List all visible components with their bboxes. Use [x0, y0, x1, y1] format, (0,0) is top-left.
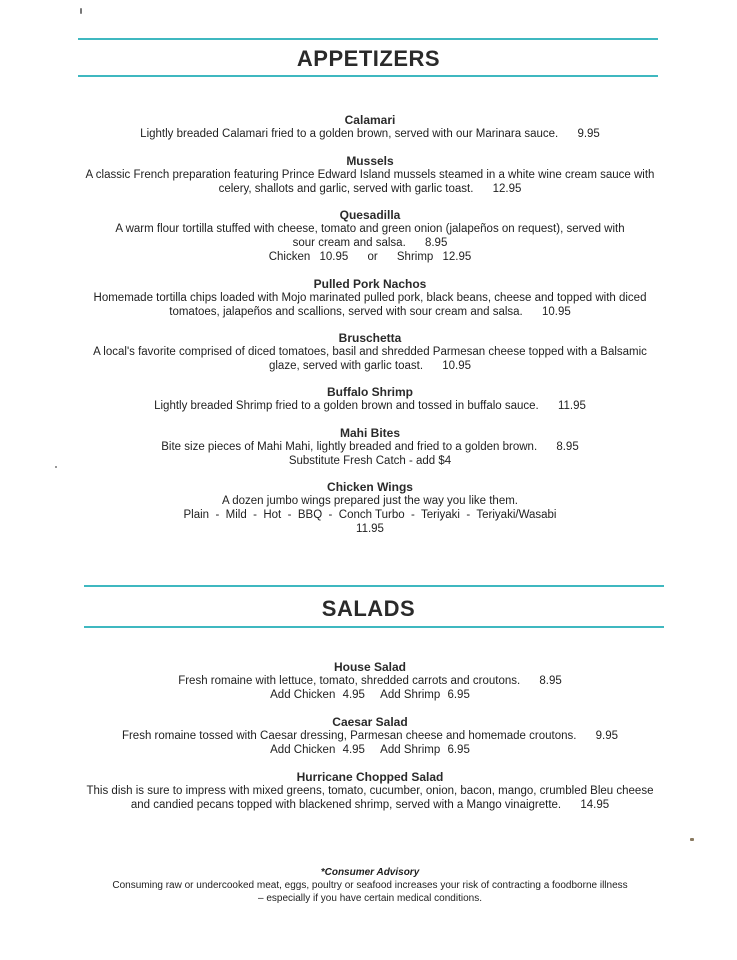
item-flavors: Plain - Mild - Hot - BBQ - Conch Turbo - Teriyaki - Teriyaki/Wasabi [183, 509, 557, 521]
item-desc: Homemade tortilla chips loaded with Mojo marinated pulled pork, black beans, cheese and topped with diced [93, 292, 647, 304]
item-desc-line [60, 182, 680, 196]
item-desc: celery, shallots and garlic, served with garlic toast. [218, 183, 474, 195]
menu-item-house-salad [60, 660, 680, 702]
item-price: 8.95 [556, 441, 579, 453]
item-desc: A local's favorite comprised of diced tomatoes, basil and shredded Parmesan cheese topped with a Balsamic [93, 346, 647, 358]
item-name: Calamari [344, 113, 396, 127]
item-name: Mussels [346, 154, 394, 168]
item-price: 8.95 [539, 675, 562, 687]
item-desc-line [60, 305, 680, 319]
menu-item-bruschetta [60, 331, 680, 373]
add-chicken-price: 4.95 [342, 689, 365, 701]
advisory-line-2: – especially if you have certain medical conditions. [257, 893, 482, 904]
menu-item-hurricane-chopped-salad [60, 770, 680, 812]
option-shrimp: Shrimp [396, 251, 434, 263]
scan-speck [55, 466, 57, 468]
item-name: Hurricane Chopped Salad [296, 770, 444, 784]
menu-item-caesar-salad [60, 715, 680, 757]
item-name: House Salad [333, 660, 407, 674]
scan-speck [690, 838, 694, 841]
appetizers-title: APPETIZERS [296, 46, 441, 71]
item-name: Quesadilla [339, 208, 401, 222]
item-note: Substitute Fresh Catch - add $4 [288, 455, 452, 467]
add-chicken-price: 4.95 [342, 744, 365, 756]
add-shrimp: Add Shrimp [380, 689, 441, 701]
item-addons [60, 743, 680, 757]
item-price: 11.95 [356, 523, 384, 535]
item-desc: glaze, served with garlic toast. [268, 360, 424, 372]
add-shrimp-price: 6.95 [447, 689, 470, 701]
item-desc: A classic French preparation featuring Prince Edward Island mussels steamed in a white wine cream sauce with [85, 169, 655, 181]
item-desc-line [60, 798, 680, 812]
item-price: 9.95 [595, 730, 619, 742]
item-price: 10.95 [541, 306, 571, 318]
option-or: or [367, 251, 378, 263]
item-options [60, 250, 680, 264]
item-desc: A warm flour tortilla stuffed with cheese, tomato and green onion (jalapeños on request), served with [115, 223, 625, 235]
item-desc: sour cream and salsa. [292, 237, 406, 249]
item-desc: and candied pecans topped with blackened shrimp, served with a Mango vinaigrette. [130, 799, 562, 811]
item-price: 11.95 [557, 400, 586, 412]
item-desc: This dish is sure to impress with mixed greens, tomato, cucumber, onion, bacon, mango, crumbled Bleu cheese [86, 785, 654, 797]
item-desc-line [60, 399, 680, 413]
item-desc: tomatoes, jalapeños and scallions, served with sour cream and salsa. [169, 306, 523, 318]
item-desc-line [60, 127, 680, 141]
menu-item-mussels [60, 154, 680, 196]
advisory-title: *Consumer Advisory [320, 867, 420, 878]
item-desc: Bite size pieces of Mahi Mahi, lightly breaded and fried to a golden brown. [161, 441, 538, 453]
item-desc: Lightly breaded Calamari fried to a golden brown, served with our Marinara sauce. [140, 128, 559, 140]
scan-speck [80, 8, 82, 14]
option-chicken-price: 10.95 [319, 251, 349, 263]
menu-item-calamari [60, 113, 680, 141]
consumer-advisory [60, 866, 680, 905]
item-price: 14.95 [580, 799, 610, 811]
item-desc: Lightly breaded Shrimp fried to a golden brown and tossed in buffalo sauce. [154, 400, 539, 412]
item-name: Chicken Wings [327, 480, 413, 494]
item-price: 9.95 [577, 128, 600, 140]
salads-underline [84, 626, 664, 628]
add-chicken: Add Chicken [270, 744, 336, 756]
option-shrimp-price: 12.95 [442, 251, 472, 263]
item-name: Caesar Salad [332, 715, 408, 729]
item-name: Mahi Bites [339, 426, 400, 440]
item-desc-line [60, 729, 680, 743]
salads-title: SALADS [321, 596, 416, 621]
menu-item-quesadilla [60, 208, 680, 264]
item-name: Bruschetta [338, 331, 402, 345]
option-chicken: Chicken [268, 251, 311, 263]
item-desc: A dozen jumbo wings prepared just the way you like them. [222, 495, 518, 507]
advisory-line-1: Consuming raw or undercooked meat, eggs, poultry or seafood increases your risk of contracting a foodborne illness [112, 880, 628, 891]
item-price: 10.95 [442, 360, 472, 372]
menu-item-pulled-pork-nachos [60, 277, 680, 319]
item-desc-line [60, 674, 680, 688]
add-chicken: Add Chicken [270, 689, 336, 701]
add-shrimp-price: 6.95 [447, 744, 470, 756]
item-desc-line [60, 359, 680, 373]
salads-top-rule [84, 585, 664, 587]
item-addons [60, 688, 680, 702]
menu-item-chicken-wings [60, 480, 680, 536]
appetizers-underline [78, 75, 658, 77]
item-desc: Fresh romaine with lettuce, tomato, shredded carrots and croutons. [178, 675, 521, 687]
item-desc-line [60, 440, 680, 454]
item-name: Pulled Pork Nachos [313, 277, 427, 291]
item-name: Buffalo Shrimp [327, 385, 413, 399]
menu-item-mahi-bites [60, 426, 680, 468]
add-shrimp: Add Shrimp [380, 744, 441, 756]
menu-item-buffalo-shrimp [60, 385, 680, 413]
item-price: 12.95 [492, 183, 522, 195]
item-desc: Fresh romaine tossed with Caesar dressing, Parmesan cheese and homemade croutons. [121, 730, 577, 742]
item-desc-line [60, 236, 680, 250]
item-price: 8.95 [424, 237, 448, 249]
top-rule [78, 38, 658, 40]
